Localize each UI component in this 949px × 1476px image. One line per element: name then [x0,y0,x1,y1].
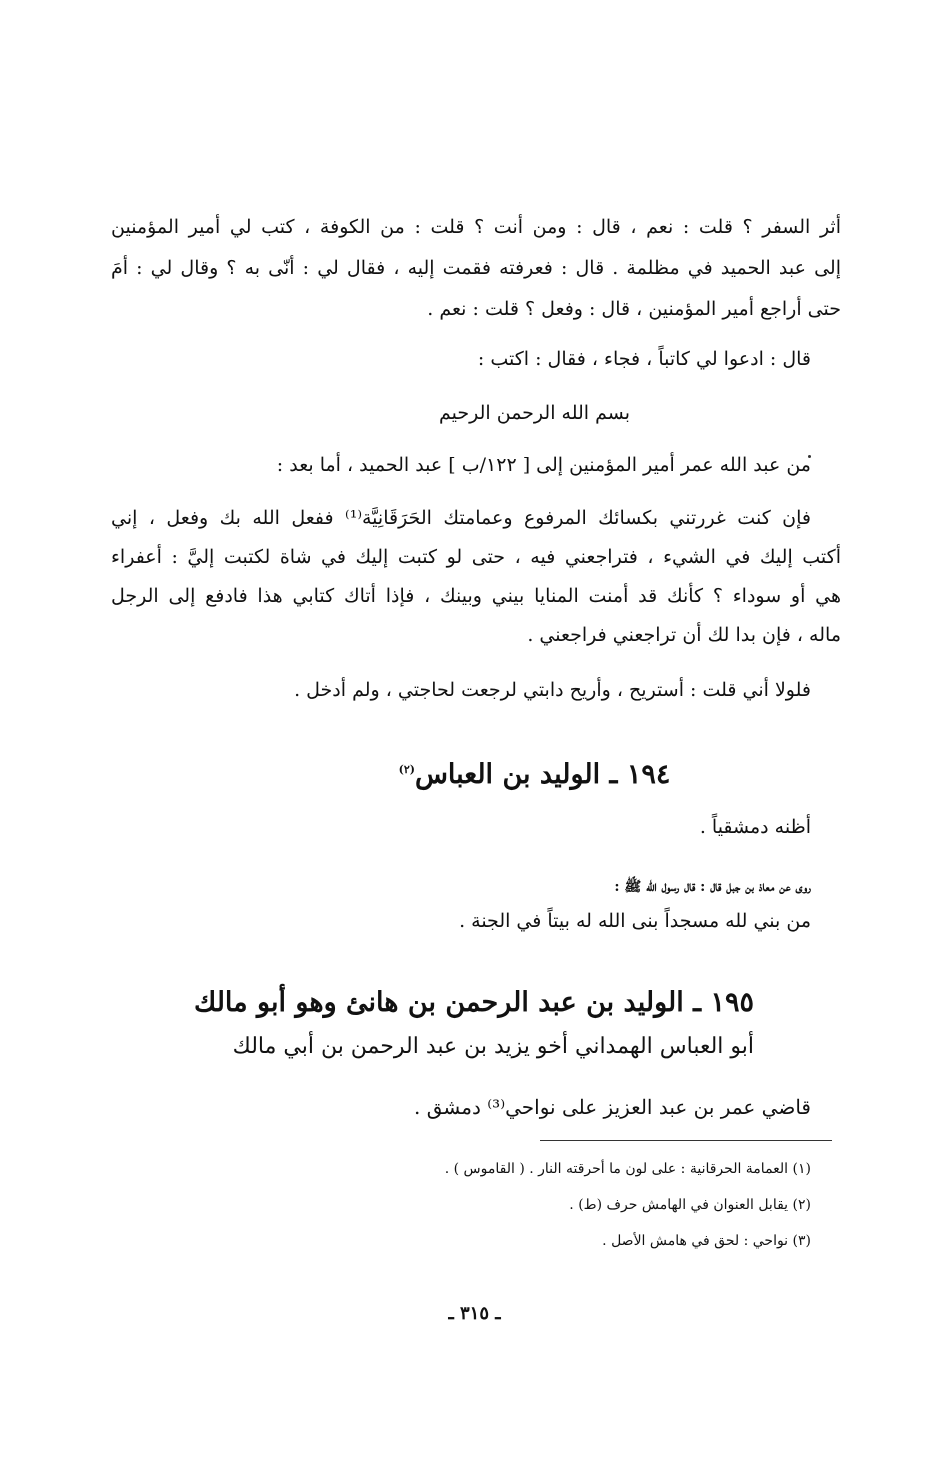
return-line: فلولا أني قلت : أستريح ، وأريح دابتي لرجعت لحاجتي ، ولم أدخل . [294,679,811,701]
heading-195: ١٩٥ ـ الوليد بن عبد الرحمن بن هانئ وهو أبو مالك [193,987,754,1018]
paragraph-1-line-3: حتى أراجع أمير المؤمنين ، قال : وفعل ؟ قلت : نعم . [427,298,841,320]
hadith-text: من بني لله مسجداً بنى الله له بيتاً في الجنة . [459,910,811,932]
basmala: بسم الله الرحمن الرحيم [439,402,630,424]
heading-194 [120,755,949,790]
paragraph-2-line-2: أكتب إليك في الشيء ، فتراجعني فيه ، حتى لو كتبت إليك في شاة لكتبت إليَّ : أعفراء [111,546,841,568]
heading-194-text: ١٩٤ ـ الوليد بن العباس [414,759,671,790]
heading-194-footnote-ref: (٢) [398,763,415,776]
call-scribe-line: قال : ادعوا لي كاتباً ، فجاء ، فقال : اكتب : [477,348,811,370]
page-number: ـ ٣١٥ ـ [448,1303,501,1324]
abu-abbas-line: أبو العباس الهمداني أخو يزيد بن عبد الرحمن بن أبي مالك [232,1034,754,1059]
footnote-divider [540,1140,832,1141]
judge-line: قاضي عمر بن عبد العزيز على نواحي⁽³⁾ دمشق . [414,1095,811,1119]
footnote-3: (٣) نواحي : لحق في هامش الأصل . [602,1233,811,1249]
paragraph-2-line-3: هي أو سوداء ؟ كأنك قد أمنت المنايا بيني وبينك ، فإذا أتاك كتابي هذا فادفع إلى الرجل [111,585,841,607]
letter-opening-line: من عبد الله عمر أمير المؤمنين إلى [ ١٢٢/ب ] عبد الحميد ، أما بعد : [276,454,811,476]
hadith-chain: روى عن معاذ بن جبل قال : قال رسول الله ﷺ : [614,879,811,895]
paragraph-2-line-4: ماله ، فإن بدا لك أن تراجعني فراجعني . [527,624,841,646]
paragraph-1-line-1: أثر السفر ؟ قلت : نعم ، قال : ومن أنت ؟ قلت : من الكوفة ، كتب لي أمير المؤمنين [111,216,841,238]
damascene-line: أظنه دمشقياً . [699,816,811,838]
paragraph-2-line-1: فإن كنت غررتني بكسائك المرفوع وعمامتك الحَرَقَانِيَّة⁽¹⁾ ففعل الله بك وفعل ، إني [111,507,811,529]
footnote-2: (٢) يقابل العنوان في الهامش حرف (ط) . [569,1197,811,1213]
footnote-1: (١) العمامة الحرقانية : على لون ما أحرقته النار . ( القاموس ) . [444,1161,811,1177]
paragraph-1-line-2: إلى عبد الحميد في مظلمة . قال : فعرفته فقمت إليه ، فقال لي : أنّى به ؟ وقال لي : أمَ [111,257,841,279]
